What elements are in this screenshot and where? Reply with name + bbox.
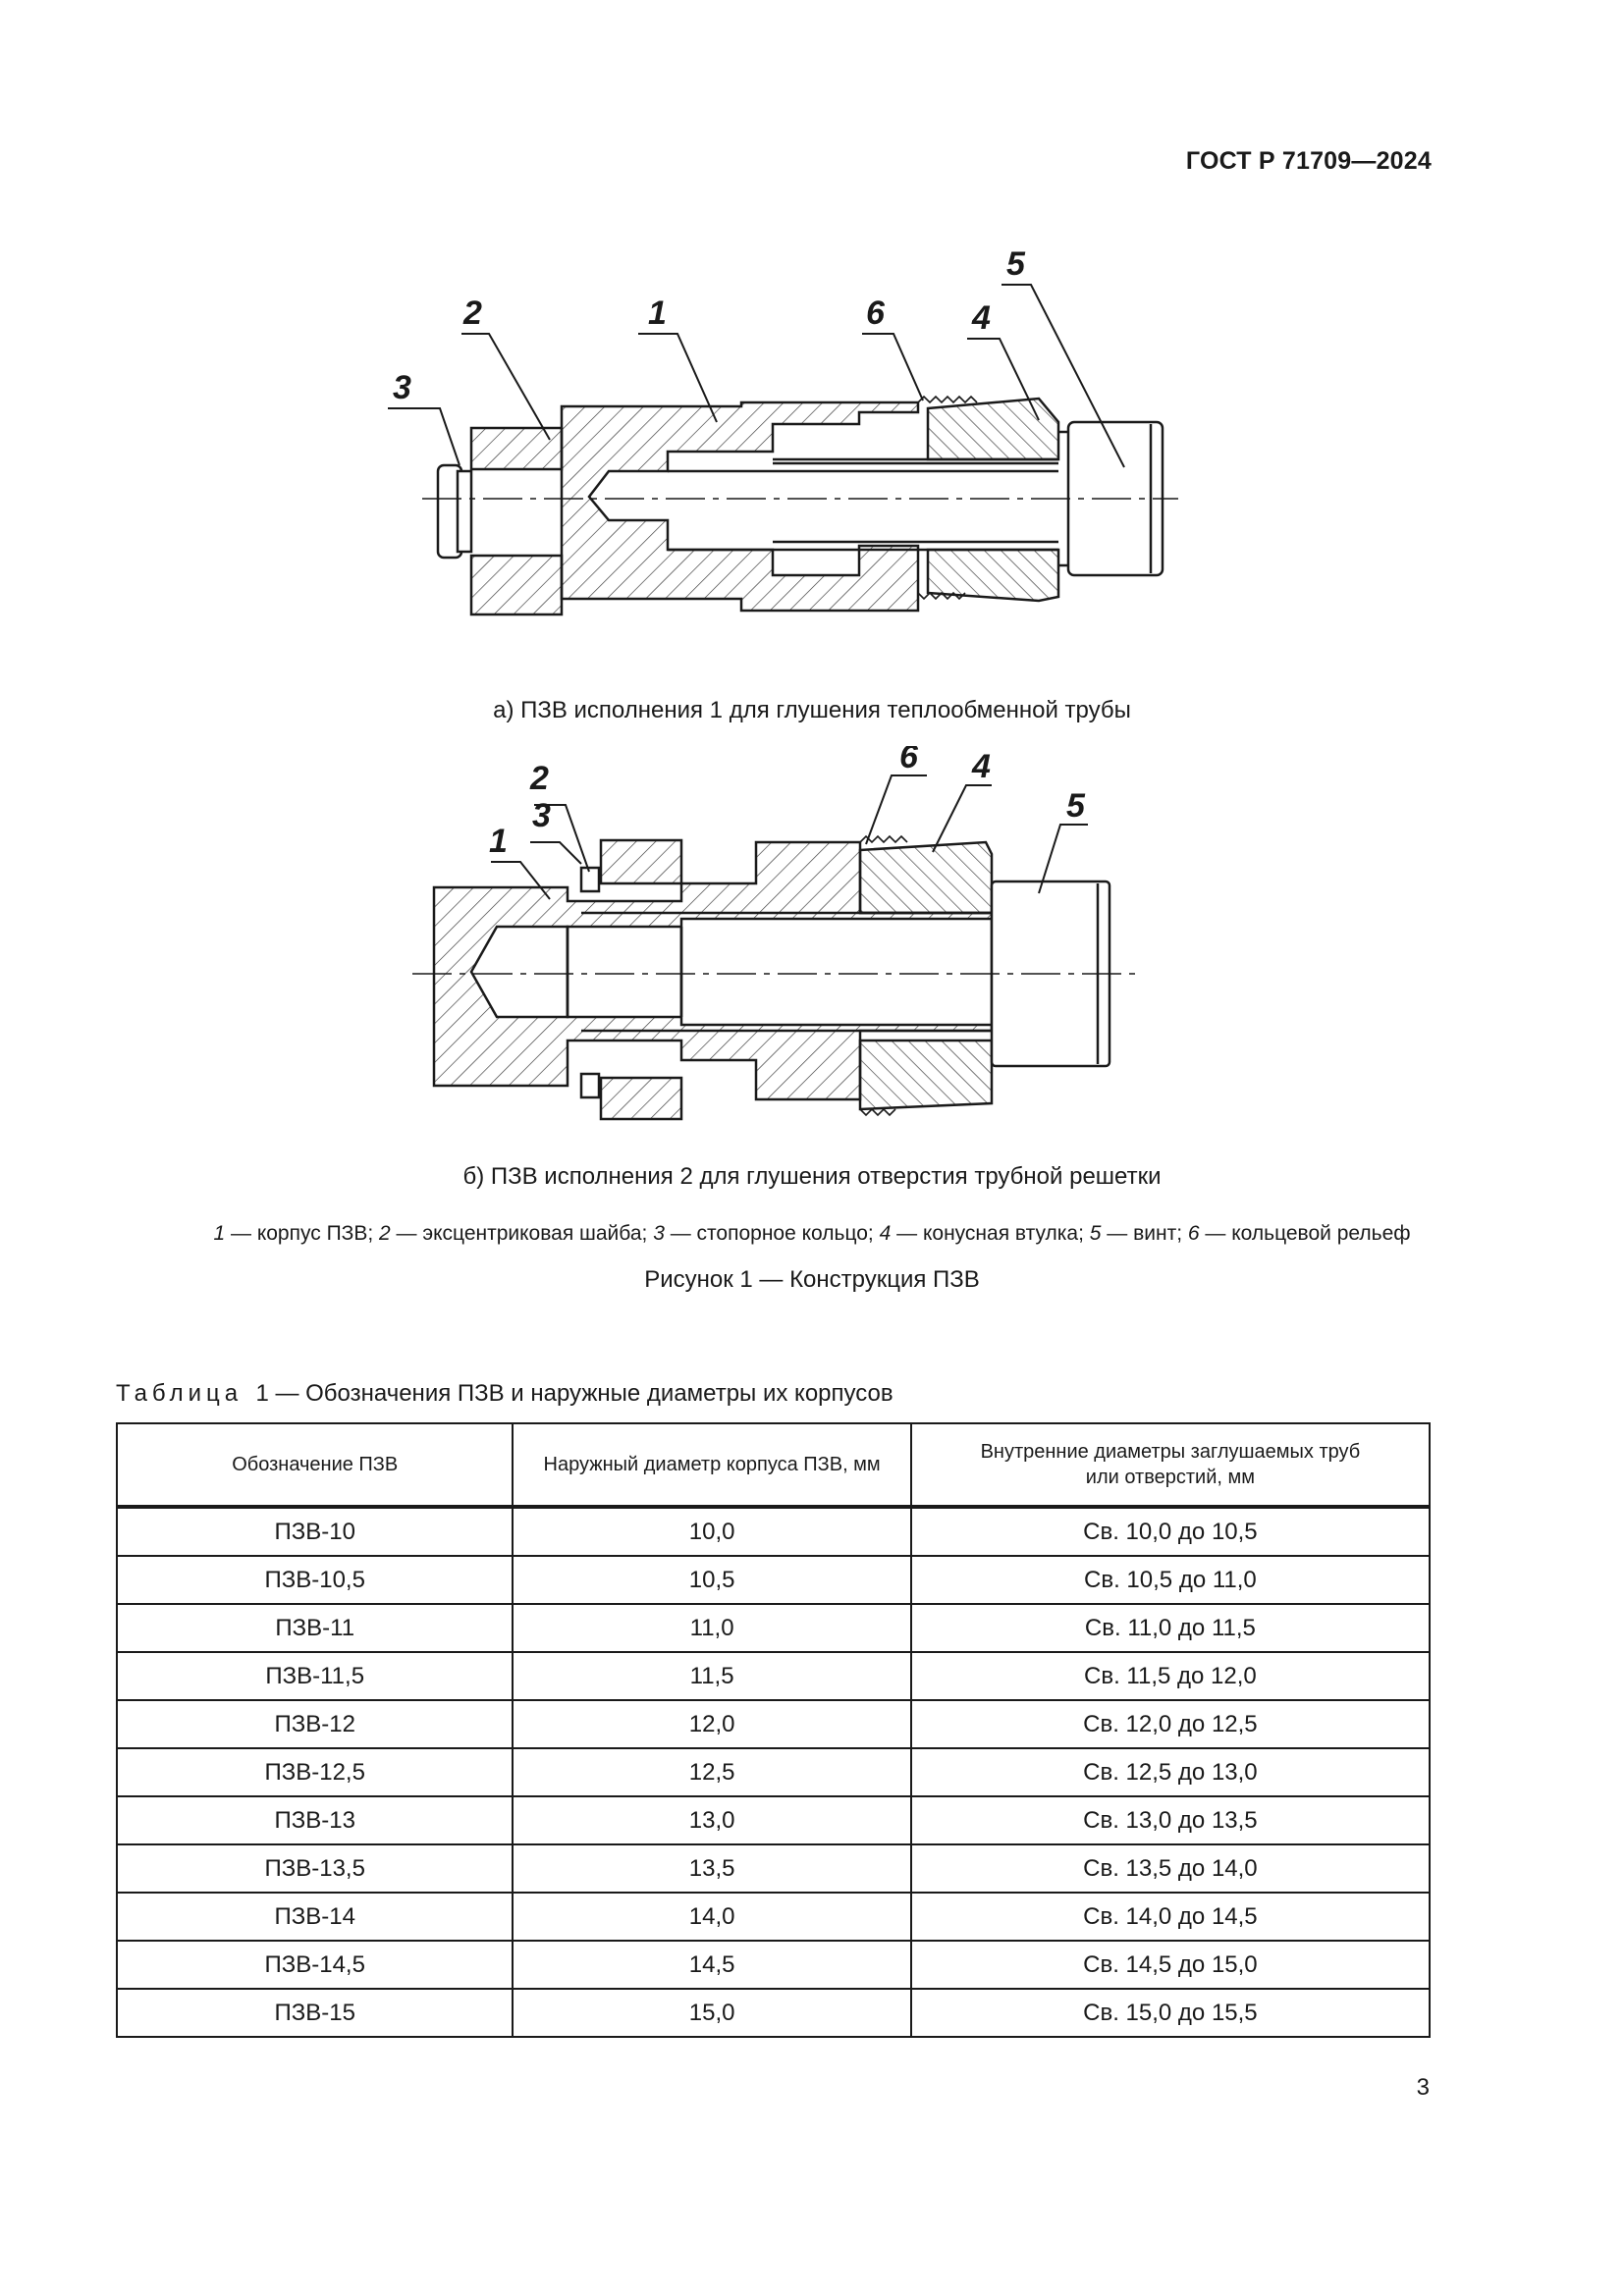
- designation-table: [116, 1422, 1431, 2038]
- table-row: ПЗВ-14 14,0 Св. 14,0 до 14,5: [117, 1893, 1430, 1941]
- callout-2-b: 2: [530, 760, 549, 797]
- callout-1-b: 1: [489, 823, 508, 860]
- table-row: ПЗВ-12 12,0 Св. 12,0 до 12,5: [117, 1700, 1430, 1748]
- callout-2-a: 2: [463, 294, 482, 332]
- table-row: ПЗВ-14,5 14,5 Св. 14,5 до 15,0: [117, 1941, 1430, 1989]
- callout-3-a: 3: [393, 369, 411, 406]
- table-row: ПЗВ-13,5 13,5 Св. 13,5 до 14,0: [117, 1844, 1430, 1893]
- table-row: ПЗВ-11 11,0 Св. 11,0 до 11,5: [117, 1604, 1430, 1652]
- callout-1-a: 1: [648, 294, 667, 332]
- callout-5-b: 5: [1066, 787, 1085, 825]
- table-row: ПЗВ-11,5 11,5 Св. 11,5 до 12,0: [117, 1652, 1430, 1700]
- figure-b-drawing: [0, 746, 1624, 1139]
- header-inner-diameters: Внутренние диаметры заглушаемых труб или отверстий, мм: [911, 1423, 1430, 1507]
- table-row: ПЗВ-10,5 10,5 Св. 10,5 до 11,0: [117, 1556, 1430, 1604]
- body-part-a: [562, 402, 918, 611]
- document-id: ГОСТ Р 71709—2024: [1185, 147, 1432, 175]
- callout-5-a: 5: [1006, 245, 1025, 283]
- table-row: ПЗВ-10 10,0 Св. 10,0 до 10,5: [117, 1507, 1430, 1556]
- washer-part-b: [601, 840, 681, 883]
- figure-title: Рисунок 1 — Конструкция ПЗВ: [644, 1266, 980, 1293]
- figure-a-drawing: [0, 236, 1624, 648]
- table-row: ПЗВ-12,5 12,5 Св. 12,5 до 13,0: [117, 1748, 1430, 1796]
- callout-4-a: 4: [972, 299, 991, 337]
- header-designation: Обозначение ПЗВ: [117, 1423, 513, 1507]
- page-number: 3: [1416, 2074, 1430, 2101]
- figure-legend: 1 — корпус ПЗВ; 2 — эксцентриковая шайба; 3 — стопорное кольцо; 4 — конусная втулка; 5 — винт; 6 — кольцевой рельеф: [213, 1222, 1411, 1245]
- table-title: Таблица 1 — Обозначения ПЗВ и наружные диаметры их корпусов: [116, 1380, 893, 1407]
- table-row: ПЗВ-15 15,0 Св. 15,0 до 15,5: [117, 1989, 1430, 2037]
- ring-part-b: [581, 868, 599, 891]
- callout-3-b: 3: [532, 797, 551, 834]
- table-row: ПЗВ-13 13,0 Св. 13,0 до 13,5: [117, 1796, 1430, 1844]
- figure-b-caption: б) ПЗВ исполнения 2 для глушения отверстия трубной решетки: [462, 1163, 1162, 1190]
- washer-part-a: [471, 428, 562, 469]
- header-outer-diameter: Наружный диаметр корпуса ПЗВ, мм: [513, 1423, 910, 1507]
- cone-part-b: [860, 842, 992, 913]
- callout-6-a: 6: [866, 294, 885, 332]
- callout-4-b: 4: [972, 748, 991, 785]
- cone-part-a: [928, 399, 1058, 459]
- callout-6-b: 6: [899, 746, 918, 775]
- figure-a-caption: а) ПЗВ исполнения 1 для глушения теплообменной трубы: [493, 697, 1131, 723]
